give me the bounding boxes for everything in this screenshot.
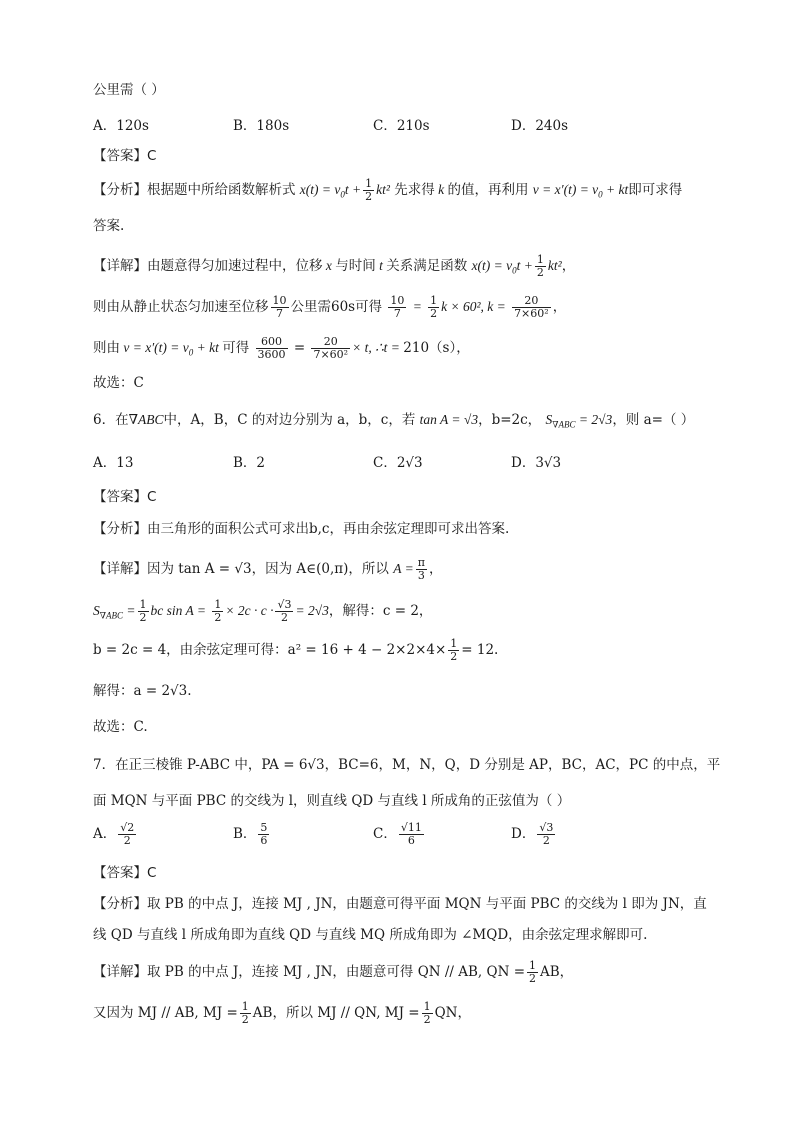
q7-detail-2: 又因为 MJ // AB, MJ = $\frac{1}{2}$ AB，所以 MJ // QN, MJ = $\frac{1}{2}$ QN， <box>93 1000 471 1026</box>
q5-detail-3: 则由 $v = x'(t) = v_0$ + kt 可得 $\frac{600}{3600}$ = $\frac{20}{\text{7×60²}}$ × t, ∴t = 210（s）， <box>93 335 470 361</box>
q7-stem-2: 面 MQN 与平面 PBC 的交线为 l，则直线 QD 与直线 l 所成角的正弦值为（ ） <box>93 793 571 809</box>
q6-option-d: D．3√3 <box>511 455 562 471</box>
q7-detail-1: 【详解】取 PB 的中点 J，连接 MJ , JN，由题意可得 QN // AB, QN = $\frac{1}{2}$ AB， <box>93 959 574 985</box>
q7-analysis-1: 【分析】取 PB 的中点 J，连接 MJ , JN，由题意可得平面 MQN 与平面 PBC 的交线为 l 即为 JN，直 <box>93 896 707 912</box>
q6-option-c: C．2√3 <box>373 455 423 471</box>
q7-options <box>93 822 693 862</box>
q6-detail-2: $S_{\nabla ABC}$ = $\frac{1}{2}$ bc sin A = $\frac{1}{2}$ × 2c · c · $\frac{√3}{2}$ = 2√3，解得：c = 2， <box>93 598 433 624</box>
q5-detail-1: 【详解】由题意得匀加速过程中，位移 x 与时间 t 关系满足函数 $x(t) = v_0t$ + $\frac{1}{2}$ kt²， <box>93 253 576 279</box>
q5-option-c: C．210s <box>373 118 430 134</box>
q6-detail-4: 解得：a = 2√3. <box>93 683 192 699</box>
q6-option-a: A．13 <box>93 455 134 471</box>
q5-conclusion: 故选：C <box>93 375 144 391</box>
q6-option-b: B．2 <box>233 455 266 471</box>
q5-option-d: D．240s <box>511 118 569 134</box>
q6-options <box>93 451 693 473</box>
q5-option-b: B．180s <box>233 118 290 134</box>
q5-answer: 【答案】C <box>93 148 157 164</box>
q6-detail-3: b = 2c = 4，由余弦定理可得：a² = 16 + 4 − 2×2×4× $\frac{1}{2}$ = 12. <box>93 637 499 663</box>
q5-options <box>93 114 693 136</box>
q5-detail-2: 则由从静止状态匀加速至位移 $\frac{10}{7}$ 公里需60s可得 $\frac{10}{7}$ = $\frac{1}{2}$ k × 60², k = $\frac{20}{\text{7×60²}}$ ， <box>93 294 567 320</box>
q6-answer: 【答案】C <box>93 489 157 505</box>
q5-analysis-end: 答案. <box>93 218 125 234</box>
q7-answer: 【答案】C <box>93 865 157 881</box>
q5-stem-tail: 公里需（ ） <box>93 82 165 98</box>
q7-stem-1: 7．在正三棱锥 P-ABC 中，PA = 6√3，BC=6，M，N，Q，D 分别是 AP，BC，AC，PC 的中点，平 <box>93 757 721 773</box>
q7-option-d: D． $\frac{√3}{2}$ <box>511 821 554 847</box>
q6-stem: 6．在∇ABC中，A，B，C 的对边分别为 a，b，c，若 tan A = √3，b=2c， $S_{\nabla ABC} = 2√3$，则 a=（ ） <box>93 412 695 430</box>
q6-detail-1: 【详解】因为 tan A = √3，因为 A∈(0,π)，所以 A = $\frac{\pi}{3}$ ， <box>93 556 443 582</box>
q6-conclusion: 故选：C. <box>93 719 148 735</box>
q5-option-a: A．120s <box>93 118 149 134</box>
q7-option-b: B． $\frac{5}{6}$ <box>233 821 268 847</box>
q7-option-c: C． $\frac{√11}{6}$ <box>373 821 422 847</box>
q5-analysis: 【分析】根据题中所给函数解析式 $x(t) = v_0t$ + $\frac{1}{2}$ kt² 先求得 k 的值，再利用 $v = x'(t) = v_0$ + kt即可求得 <box>93 177 683 203</box>
q7-analysis-2: 线 QD 与直线 l 所成角即为直线 QD 与直线 MQ 所成角即为 ∠MQD，由余弦定理求解即可. <box>93 927 648 943</box>
q7-option-a: A． $\frac{√2}{2}$ <box>93 821 135 847</box>
q6-analysis: 【分析】由三角形的面积公式可求出b,c，再由余弦定理即可求出答案. <box>93 521 510 537</box>
